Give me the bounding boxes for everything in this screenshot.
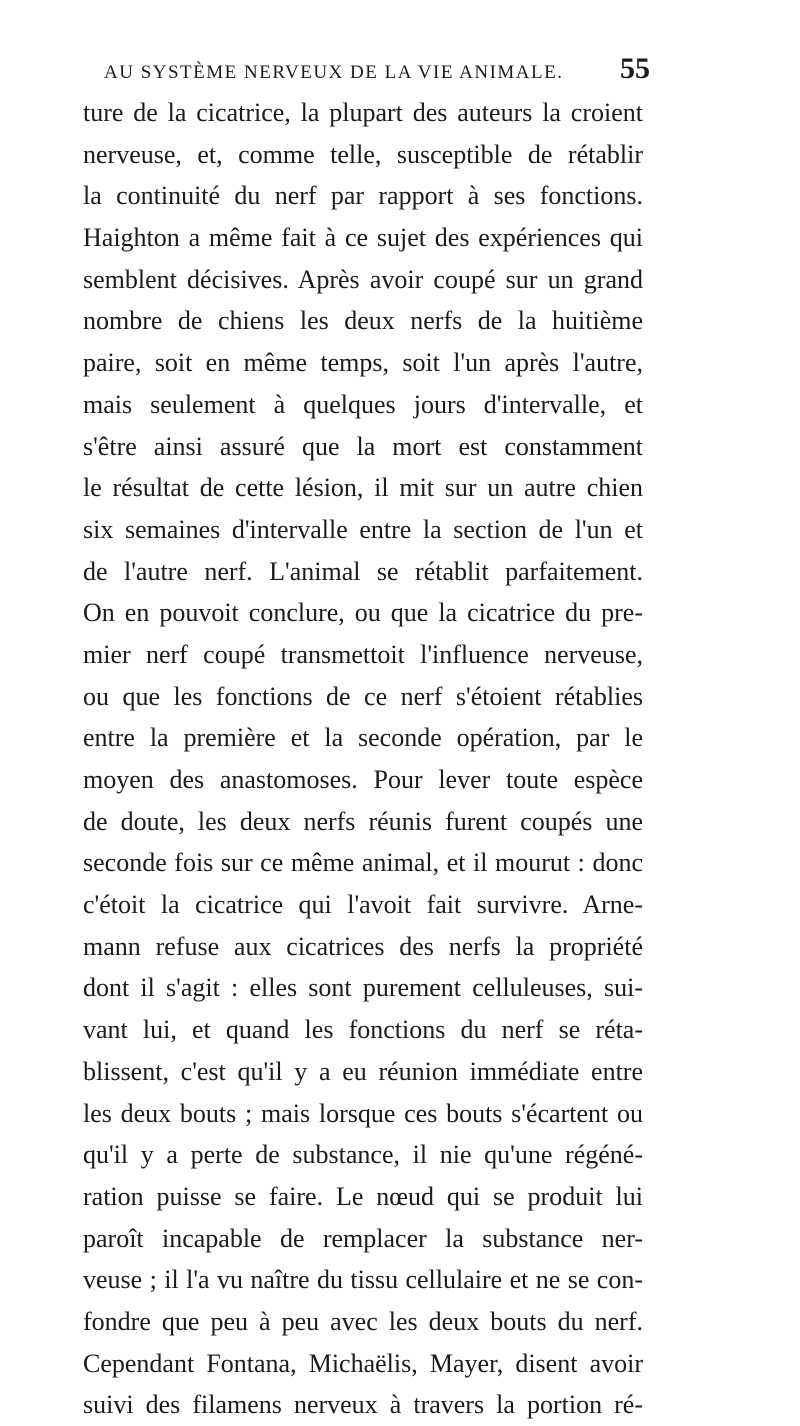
- text-line: On en pouvoit conclure, ou que la cicatrice du pre-: [83, 598, 643, 628]
- text-line: ration puisse se faire. Le nœud qui se produit lui: [83, 1181, 643, 1211]
- text-line: Haighton a même fait à ce sujet des expériences qui: [83, 223, 643, 253]
- running-header: AU SYSTÈME NERVEUX DE LA VIE ANIMALE.: [104, 62, 564, 83]
- text-line: seconde fois sur ce même animal, et il mourut : donc: [83, 848, 643, 878]
- text-line: les deux bouts ; mais lorsque ces bouts s'écartent ou: [83, 1098, 643, 1128]
- text-line: ture de la cicatrice, la plupart des auteurs la croient: [83, 98, 643, 127]
- text-line: mann refuse aux cicatrices des nerfs la propriété: [83, 931, 643, 961]
- text-line: nerveuse, et, comme telle, susceptible de rétablir: [83, 139, 643, 169]
- text-line: nombre de chiens les deux nerfs de la huitième: [83, 306, 643, 336]
- text-line: dont il s'agit : elles sont purement celluleuses, sui-: [83, 973, 643, 1003]
- text-line: paroît incapable de remplacer la substance ner-: [83, 1223, 643, 1253]
- text-line: ou que les fonctions de ce nerf s'étoient rétablies: [83, 681, 643, 711]
- text-line: six semaines d'intervalle entre la section de l'un et: [83, 514, 643, 544]
- text-line: entre la première et la seconde opération, par le: [83, 723, 643, 753]
- text-line: semblent décisives. Après avoir coupé sur un grand: [83, 264, 643, 294]
- text-line: paire, soit en même temps, soit l'un après l'autre,: [83, 348, 643, 378]
- text-line: blissent, c'est qu'il y a eu réunion immédiate entre: [83, 1056, 643, 1086]
- text-line: le résultat de cette lésion, il mit sur un autre chien: [83, 473, 643, 503]
- text-line: de l'autre nerf. L'animal se rétablit parfaitement.: [83, 556, 643, 586]
- text-line: vant lui, et quand les fonctions du nerf se réta-: [83, 1015, 643, 1045]
- text-line: mais seulement à quelques jours d'intervalle, et: [83, 389, 643, 419]
- text-line: de doute, les deux nerfs réunis furent coupés une: [83, 806, 643, 836]
- page-number: 55: [620, 52, 650, 85]
- text-line: c'étoit la cicatrice qui l'avoit fait survivre. Arne-: [83, 890, 643, 920]
- text-line: Cependant Fontana, Michaëlis, Mayer, disent avoir: [83, 1348, 643, 1378]
- text-line: moyen des anastomoses. Pour lever toute espèce: [83, 765, 643, 794]
- text-line: veuse ; il l'a vu naître du tissu cellulaire et ne se con-: [83, 1265, 643, 1295]
- text-line: s'être ainsi assuré que la mort est constamment: [83, 431, 643, 461]
- text-line: qu'il y a perte de substance, il nie qu'une régéné-: [83, 1140, 643, 1170]
- text-line: la continuité du nerf par rapport à ses fonctions.: [83, 181, 643, 211]
- text-line: fondre que peu à peu avec les deux bouts du nerf.: [83, 1306, 643, 1336]
- text-line: suivi des filamens nerveux à travers la portion ré-: [83, 1390, 643, 1420]
- text-line: mier nerf coupé transmettoit l'influence nerveuse,: [83, 639, 643, 669]
- body-text: [83, 92, 643, 1426]
